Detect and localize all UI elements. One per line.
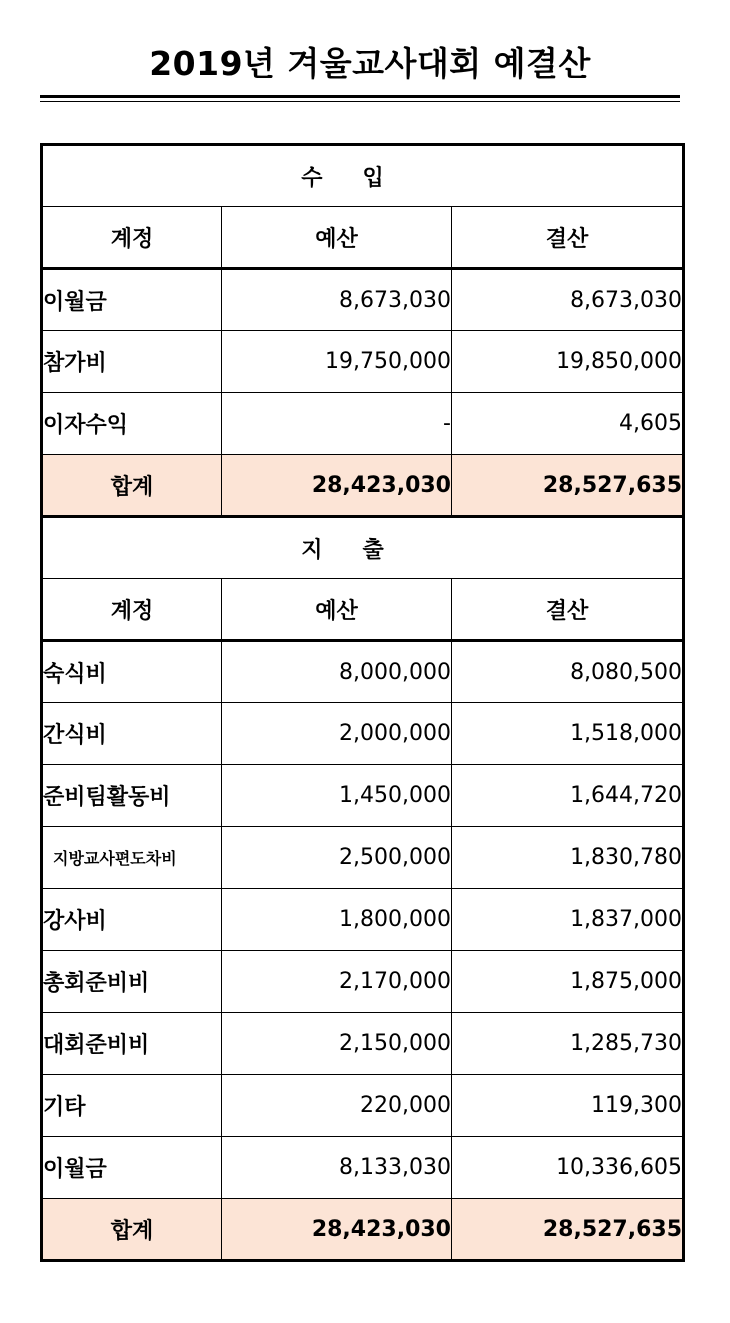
total-label: 합계 bbox=[42, 455, 222, 517]
budget-cell: 1,450,000 bbox=[222, 765, 452, 827]
table-row bbox=[42, 269, 684, 331]
settlement-cell: 119,300 bbox=[452, 1075, 684, 1137]
settlement-cell: 1,830,780 bbox=[452, 827, 684, 889]
income-header-row bbox=[42, 207, 684, 269]
account-cell: 대회준비비 bbox=[42, 1013, 222, 1075]
page-title: 2019년 겨울교사대회 예결산 bbox=[149, 44, 591, 83]
total-settlement: 28,527,635 bbox=[452, 1199, 684, 1261]
table-row bbox=[42, 1013, 684, 1075]
budget-cell: 2,170,000 bbox=[222, 951, 452, 1013]
title-underline-thick bbox=[40, 95, 680, 98]
expense-section-row bbox=[42, 517, 684, 579]
total-settlement: 28,527,635 bbox=[452, 455, 684, 517]
account-cell: 지방교사편도차비 bbox=[42, 827, 222, 889]
expense-header-row bbox=[42, 579, 684, 641]
header-account: 계정 bbox=[42, 579, 222, 641]
account-cell: 준비팀활동비 bbox=[42, 765, 222, 827]
budget-cell: - bbox=[222, 393, 452, 455]
table-row bbox=[42, 703, 684, 765]
settlement-cell: 8,673,030 bbox=[452, 269, 684, 331]
account-cell: 이월금 bbox=[42, 269, 222, 331]
table-row bbox=[42, 951, 684, 1013]
budget-cell: 19,750,000 bbox=[222, 331, 452, 393]
income-section-row bbox=[42, 145, 684, 207]
budget-cell: 2,500,000 bbox=[222, 827, 452, 889]
settlement-cell: 1,837,000 bbox=[452, 889, 684, 951]
account-cell: 이월금 bbox=[42, 1137, 222, 1199]
title-underline-thin bbox=[40, 101, 680, 102]
account-cell: 이자수익 bbox=[42, 393, 222, 455]
income-total-row bbox=[42, 455, 684, 517]
expense-total-row bbox=[42, 1199, 684, 1261]
table-row bbox=[42, 1137, 684, 1199]
total-label: 합계 bbox=[42, 1199, 222, 1261]
budget-cell: 8,673,030 bbox=[222, 269, 452, 331]
budget-cell: 220,000 bbox=[222, 1075, 452, 1137]
account-cell: 기타 bbox=[42, 1075, 222, 1137]
budget-table bbox=[40, 143, 685, 1262]
account-cell: 숙식비 bbox=[42, 641, 222, 703]
table-row bbox=[42, 331, 684, 393]
settlement-cell: 10,336,605 bbox=[452, 1137, 684, 1199]
expense-section-title: 지출 bbox=[42, 517, 684, 579]
settlement-cell: 1,285,730 bbox=[452, 1013, 684, 1075]
header-budget: 예산 bbox=[222, 579, 452, 641]
table-row bbox=[42, 1075, 684, 1137]
budget-cell: 2,000,000 bbox=[222, 703, 452, 765]
header-account: 계정 bbox=[42, 207, 222, 269]
income-section-title: 수입 bbox=[42, 145, 684, 207]
account-cell: 간식비 bbox=[42, 703, 222, 765]
header-settlement: 결산 bbox=[452, 207, 684, 269]
budget-cell: 1,800,000 bbox=[222, 889, 452, 951]
budget-cell: 2,150,000 bbox=[222, 1013, 452, 1075]
settlement-cell: 19,850,000 bbox=[452, 331, 684, 393]
account-cell: 참가비 bbox=[42, 331, 222, 393]
table-row bbox=[42, 827, 684, 889]
settlement-cell: 1,875,000 bbox=[452, 951, 684, 1013]
budget-cell: 8,133,030 bbox=[222, 1137, 452, 1199]
table-row bbox=[42, 889, 684, 951]
table-row bbox=[42, 641, 684, 703]
account-cell: 강사비 bbox=[42, 889, 222, 951]
settlement-cell: 1,644,720 bbox=[452, 765, 684, 827]
total-budget: 28,423,030 bbox=[222, 1199, 452, 1261]
total-budget: 28,423,030 bbox=[222, 455, 452, 517]
table-row bbox=[42, 393, 684, 455]
settlement-cell: 4,605 bbox=[452, 393, 684, 455]
table-row bbox=[42, 765, 684, 827]
header-settlement: 결산 bbox=[452, 579, 684, 641]
settlement-cell: 1,518,000 bbox=[452, 703, 684, 765]
budget-cell: 8,000,000 bbox=[222, 641, 452, 703]
header-budget: 예산 bbox=[222, 207, 452, 269]
account-cell: 총회준비비 bbox=[42, 951, 222, 1013]
settlement-cell: 8,080,500 bbox=[452, 641, 684, 703]
